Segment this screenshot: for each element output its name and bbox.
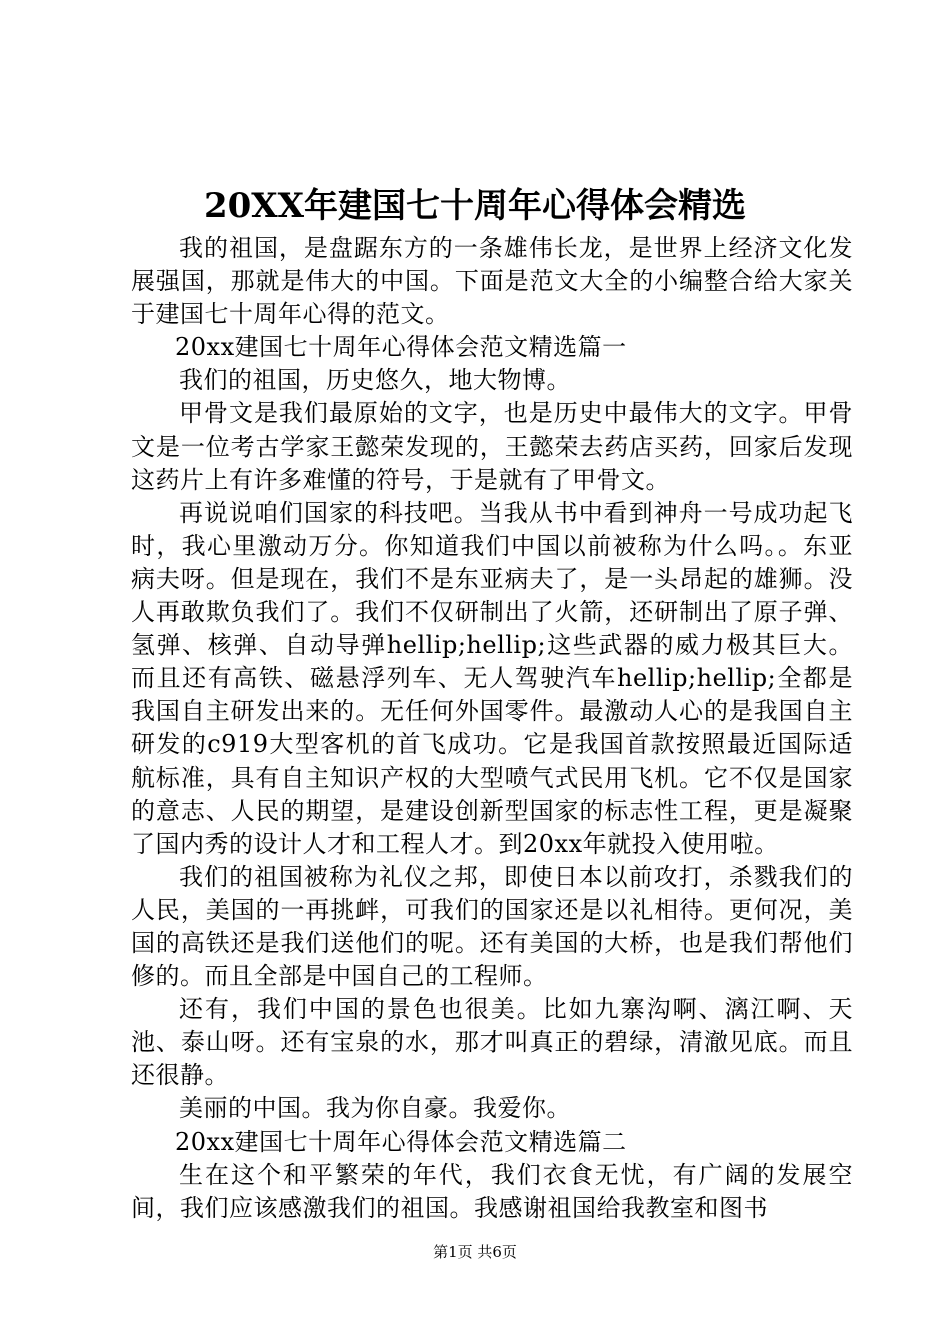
document-title: 20XX年建国七十周年心得体会精选 (203, 186, 747, 226)
section-heading-2: 20xx建国七十周年心得体会范文精选篇二 (175, 1127, 627, 1156)
page-footer: 第1页 共6页 (433, 1243, 517, 1261)
paragraph: 美丽的中国。我为你自豪。我爱你。 (179, 1094, 571, 1123)
document-body (131, 232, 853, 1225)
paragraph: 我们的祖国被称为礼仪之邦，即使日本以前攻打，杀戮我们的人民，美国的一再挑衅，可我们的国家还是以礼相待。更何况，美国的高铁还是我们送他们的呢。还有美国的大桥，也是我们帮他们修的。而且全部是中国自己的工程师。 (131, 862, 853, 991)
paragraph: 我们的祖国，历史悠久，地大物博。 (179, 366, 571, 395)
paragraph: 生在这个和平繁荣的年代，我们衣食无忧，有广阔的发展空间，我们应该感激我们的祖国。我感谢祖国给我教室和图书 (131, 1160, 853, 1222)
paragraph: 还有，我们中国的景色也很美。比如九寨沟啊、漓江啊、天池、泰山呀。还有宝泉的水，那才叫真正的碧绿，清澈见底。而且还很静。 (131, 995, 853, 1090)
paragraph: 甲骨文是我们最原始的文字，也是历史中最伟大的文字。甲骨文是一位考古学家王懿荣发现的，王懿荣去药店买药，回家后发现这药片上有许多难懂的符号，于是就有了甲骨文。 (131, 399, 853, 494)
section-heading-1: 20xx建国七十周年心得体会范文精选篇一 (175, 333, 627, 362)
paragraph: 再说说咱们国家的科技吧。当我从书中看到神舟一号成功起飞时，我心里激动万分。你知道我们中国以前被称为什么吗。。东亚病夫呀。但是现在，我们不是东亚病夫了，是一头昂起的雄狮。没人再敢欺负我们了。我们不仅研制出了火箭，还研制出了原子弹、氢弹、核弹、自动导弹hellip;hellip;这些武器的威力极其巨大。而且还有高铁、磁悬浮列车、无人驾驶汽车hellip;hellip;全都是我国自主研发出来的。无任何外国零件。最激动人心的是我国自主研发的c919大型客机的首飞成功。它是我国首款按照最近国际适航标准，具有自主知识产权的大型喷气式民用飞机。它不仅是国家的意志、人民的期望，是建设创新型国家的标志性工程，更是凝聚了国内秀的设计人才和工程人才。到20xx年就投入使用啦。 (131, 498, 853, 858)
paragraph-intro: 我的祖国，是盘踞东方的一条雄伟长龙，是世界上经济文化发展强国，那就是伟大的中国。下面是范文大全的小编整合给大家关于建国七十周年心得的范文。 (131, 234, 853, 329)
